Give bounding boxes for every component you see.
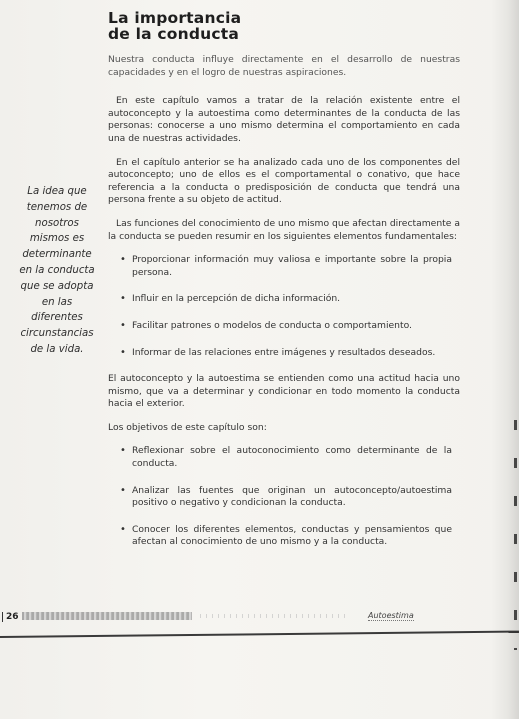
sidebar-quote-line: La idea que [27, 186, 87, 197]
sidebar-quote-line: de la vida. [30, 343, 84, 355]
chapter-title-line-1: La importancia [108, 9, 242, 27]
body-paragraph: En este capítulo vamos a tratar de la relación existente entre el autoconcepto y la autoestima como determinantes de la conducta de las personas: conocerse a uno mismo determina el comportamiento en cada una de nuestras actividades. [108, 95, 460, 144]
footer-decoration [200, 614, 350, 618]
footer-decoration [22, 612, 192, 620]
list-item: • Conocer los diferentes elementos, conductas y pensamientos que afectan al conocimiento de uno mismo y a la conducta. [108, 524, 460, 549]
list-item: • Influir en la percepción de dicha información. [108, 293, 460, 306]
main-text [108, 54, 460, 563]
list-item: • Proporcionar información muy valiosa e importante sobre la propia persona. [108, 254, 460, 279]
list-item: • Analizar las fuentes que originan un autoconcepto/autoestima positivo o negativo y condicionan la conducta. [108, 485, 460, 510]
sidebar-quote-line: circunstancias [20, 328, 94, 340]
page-number: 26 [2, 612, 19, 622]
page-edge-marks [514, 420, 517, 650]
chapter-title [108, 10, 241, 42]
footer-rule [0, 631, 519, 638]
intro-paragraph: Nuestra conducta influye directamente en el desarrollo de nuestras capacidades y en el logro de nuestras aspiraciones. [108, 54, 460, 78]
sidebar-quote-line: mismos es [29, 233, 85, 245]
sidebar-quote-line: nosotros [35, 217, 79, 229]
sidebar-quote-line: en las [41, 296, 73, 308]
sidebar-quote-line: tenemos de [26, 201, 88, 213]
list-item: • Reflexionar sobre el autoconocimiento como determinante de la conducta. [108, 445, 460, 470]
sidebar-quote-line: en la conducta [19, 264, 95, 276]
sidebar-quote-line: que se adopta [20, 280, 94, 292]
list-item: • Facilitar patrones o modelos de conducta o comportamiento. [108, 320, 460, 333]
list-item: • Informar de las relaciones entre imágenes y resultados deseados. [108, 347, 460, 360]
objectives-heading: Los objetivos de este capítulo son: [108, 421, 267, 433]
footer-book-title: Autoestima [368, 611, 414, 620]
body-paragraph: El autoconcepto y la autoestima se entienden como una actitud hacia uno mismo, que va a determinar y condicionar en todo momento la conducta hacia el exterior. [108, 373, 460, 410]
chapter-title-line-2: de la conducta [108, 25, 240, 43]
sidebar-quote-line: diferentes [31, 312, 83, 324]
functions-list [108, 254, 460, 359]
sidebar-quote [14, 184, 100, 358]
sidebar-quote-line: determinante [22, 249, 92, 261]
objectives-list [108, 445, 460, 549]
body-paragraph: Las funciones del conocimiento de uno mismo que afectan directamente a la conducta se pueden resumir en los siguientes elementos fundamentales: [108, 217, 460, 242]
body-paragraph: En el capítulo anterior se ha analizado cada uno de los componentes del autoconcepto; uno de ellos es el comportamental o conativo, que hace referencia a la conducta o predisposición de conducta que tendrá una persona frente a su objeto de actitud. [108, 156, 460, 206]
